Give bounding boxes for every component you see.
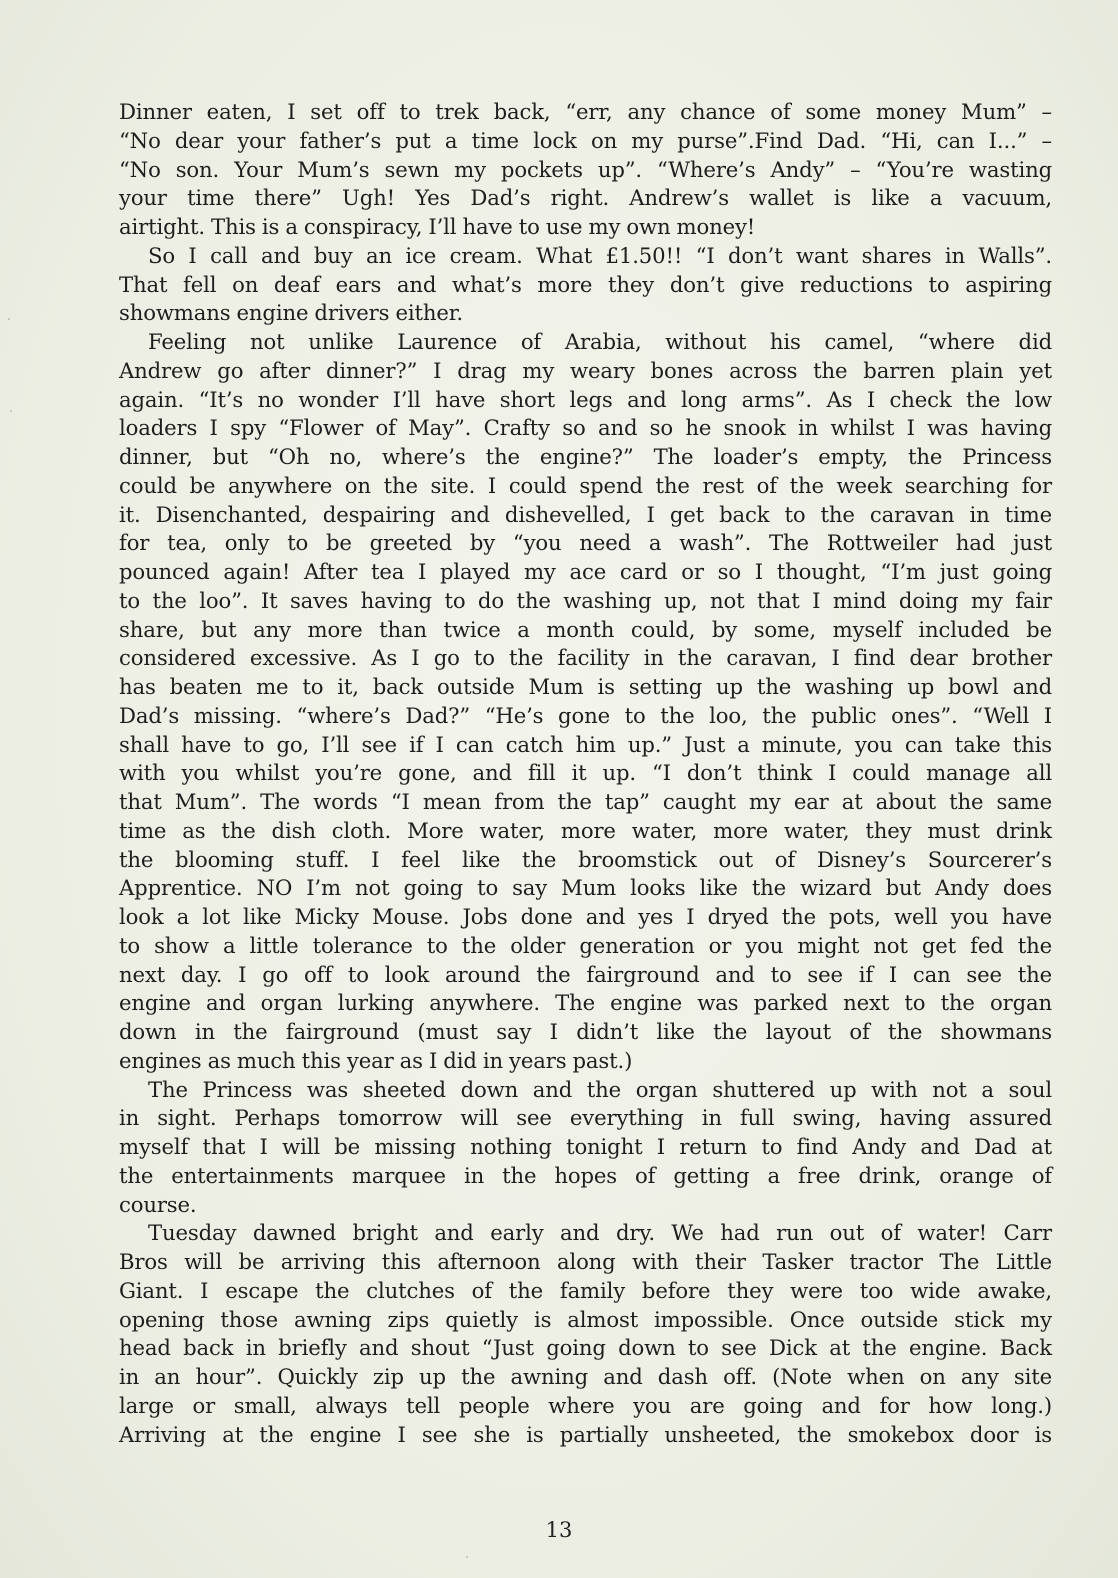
paragraph [119,328,1052,1076]
text-line: could be anywhere on the site. I could spend the rest of the week searching for [119,472,1052,498]
text-line: that Mum”. The words “I mean from the tap” caught my ear at about the same [119,789,1052,814]
text-line: to the loo”. It saves having to do the washing up, not that I mind doing my fair [119,587,1052,613]
paragraph [119,1076,1052,1220]
text-line: airtight. This is a conspiracy, I’ll have to use my own money! [119,214,756,239]
text-line: the entertainments marquee in the hopes of getting a free drink, orange of [119,1162,1052,1188]
text-line: next day. I go off to look around the fairground and to see if I can see the [119,961,1052,987]
text-line: pounced again! After tea I played my ace card or so I thought, “I’m just going [119,559,1052,584]
text-line: again. “It’s no wonder I’ll have short legs and long arms”. As I check the low [119,386,1052,412]
body-text [119,98,1052,1449]
text-line: down in the fairground (must say I didn’t like the layout of the showmans [119,1019,1052,1044]
text-line: Arriving at the engine I see she is partially unsheeted, the smokebox door is [119,1421,1052,1447]
text-line: engines as much this year as I did in years past.) [119,1047,633,1073]
text-line: for tea, only to be greeted by “you need a wash”. The Rottweiler had just [119,530,1052,556]
text-line: dinner, but “Oh no, where’s the engine?” The loader’s empty, the Princess [119,444,1052,469]
text-line: Andrew go after dinner?” I drag my weary bones across the barren plain yet [119,357,1052,383]
text-line: myself that I will be missing nothing tonight I return to find Andy and Dad at [119,1134,1052,1159]
paragraph [119,242,1052,328]
text-line: That fell on deaf ears and what’s more they don’t give reductions to aspiring [119,271,1052,297]
text-line: in an hour”. Quickly zip up the awning and dash off. (Note when on any site [119,1364,1052,1389]
text-line: Bros will be arriving this afternoon along with their Tasker tractor The Little [119,1249,1052,1274]
paragraph [119,98,1052,242]
text-line: Apprentice. NO I’m not going to say Mum looks like the wizard but Andy does [119,875,1052,901]
text-line: Dinner eaten, I set off to trek back, “err, any chance of some money Mum” – [119,99,1052,124]
text-line: in sight. Perhaps tomorrow will see everything in full swing, having assured [119,1105,1052,1131]
page-number: 13 [545,1518,573,1542]
text-line: has beaten me to it, back outside Mum is setting up the washing up bowl and [119,674,1052,699]
paragraph [119,1219,1052,1449]
text-line: the blooming stuff. I feel like the broomstick out of Disney’s Sourcerer’s [119,846,1052,872]
text-line: Feeling not unlike Laurence of Arabia, without his camel, “where did [148,329,1052,354]
text-line: share, but any more than twice a month could, by some, myself included be [119,616,1052,642]
text-line: considered excessive. As I go to the facility in the caravan, I find dear brother [119,645,1052,671]
text-line: Giant. I escape the clutches of the family before they were too wide awake, [119,1277,1052,1303]
paper-speck [466,1556,468,1558]
text-line: So I call and buy an ice cream. What £1.50!! “I don’t want shares in Walls”. [148,242,1052,268]
text-line: head back in briefly and shout “Just going down to see Dick at the engine. Back [119,1335,1052,1361]
paper-speck [10,410,12,412]
text-line: “No dear your father’s put a time lock on my purse”.Find Dad. “Hi, can I...” – [119,127,1052,153]
text-line: Tuesday dawned bright and early and dry. We had run out of water! Carr [148,1220,1052,1246]
text-line: loaders I spy “Flower of May”. Crafty so and so he snook in whilst I was having [119,415,1052,441]
text-line: look a lot like Micky Mouse. Jobs done and yes I dryed the pots, well you have [119,904,1052,929]
text-line: it. Disenchanted, despairing and dishevelled, I get back to the caravan in time [119,501,1052,527]
text-line: shall have to go, I’ll see if I can catch him up.” Just a minute, you can take this [119,731,1052,757]
text-line: with you whilst you’re gone, and fill it up. “I don’t think I could manage all [119,760,1052,786]
paper-speck [8,318,10,320]
text-line: engine and organ lurking anywhere. The engine was parked next to the organ [119,990,1052,1016]
text-line: opening those awning zips quietly is almost impossible. Once outside stick my [119,1306,1052,1332]
text-line: The Princess was sheeted down and the organ shuttered up with not a soul [148,1076,1052,1102]
text-line: time as the dish cloth. More water, more water, more water, they must drink [119,817,1052,843]
text-line: to show a little tolerance to the older generation or you might not get fed the [119,932,1052,958]
text-line: course. [119,1191,197,1217]
text-line: your time there” Ugh! Yes Dad’s right. Andrew’s wallet is like a vacuum, [119,185,1052,211]
text-line: “No son. Your Mum’s sewn my pockets up”. “Where’s Andy” – “You’re wasting [119,156,1052,182]
text-line: Dad’s missing. “where’s Dad?” “He’s gone to the loo, the public ones”. “Well I [119,702,1052,728]
text-line: showmans engine drivers either. [119,300,463,326]
text-line: large or small, always tell people where you are going and for how long.) [119,1392,1052,1418]
